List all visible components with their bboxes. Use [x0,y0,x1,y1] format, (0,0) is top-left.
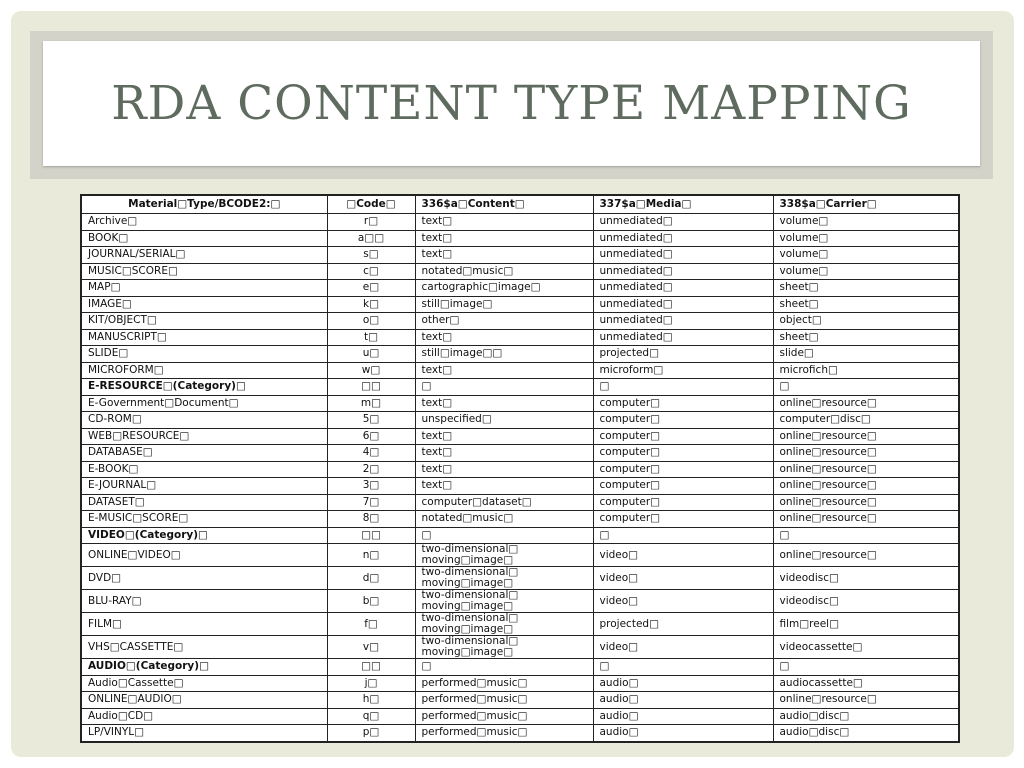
table-row [81,263,959,280]
cell-media: unmediated□ [593,214,773,231]
cell-carrier: online□resource□ [773,461,959,478]
cell-carrier: online□resource□ [773,511,959,528]
cell-carrier: online□resource□ [773,544,959,567]
cell-media: computer□ [593,395,773,412]
cell-content: text□ [415,478,593,495]
cell-material-type: MAP□ [81,280,327,297]
cell-media: microform□ [593,362,773,379]
cell-media: computer□ [593,428,773,445]
cell-carrier: audiocassette□ [773,675,959,692]
cell-carrier: videocassette□ [773,636,959,659]
cell-carrier: online□resource□ [773,478,959,495]
cell-material-type: E-BOOK□ [81,461,327,478]
cell-material-type: ONLINE□VIDEO□ [81,544,327,567]
cell-material-type: FILM□ [81,613,327,636]
cell-material-type: Audio□Cassette□ [81,675,327,692]
cell-code: n□ [327,544,415,567]
cell-carrier: object□ [773,313,959,330]
cell-content: text□ [415,230,593,247]
header-code: □Code□ [327,195,415,214]
cell-carrier: videodisc□ [773,567,959,590]
cell-material-type: E-RESOURCE□(Category)□ [81,379,327,396]
cell-code: □□ [327,527,415,544]
cell-carrier: online□resource□ [773,692,959,709]
cell-material-type: KIT/OBJECT□ [81,313,327,330]
cell-media: video□ [593,544,773,567]
cell-carrier: online□resource□ [773,494,959,511]
cell-content: performed□music□ [415,675,593,692]
cell-carrier: film□reel□ [773,613,959,636]
cell-media: □ [593,527,773,544]
cell-content: other□ [415,313,593,330]
cell-media: video□ [593,567,773,590]
cell-material-type: VHS□CASSETTE□ [81,636,327,659]
cell-code: r□ [327,214,415,231]
table-row [81,362,959,379]
cell-material-type: E-MUSIC□SCORE□ [81,511,327,528]
cell-content: text□ [415,329,593,346]
cell-material-type: DVD□ [81,567,327,590]
table-row [81,494,959,511]
cell-media: computer□ [593,511,773,528]
table-row [81,428,959,445]
cell-content: notated□music□ [415,263,593,280]
cell-content: two-dimensional□ moving□image□ [415,636,593,659]
cell-code: e□ [327,280,415,297]
cell-material-type: WEB□RESOURCE□ [81,428,327,445]
mapping-table-container [80,194,958,743]
cell-content: still□image□□ [415,346,593,363]
cell-material-type: SLIDE□ [81,346,327,363]
table-header-row [81,195,959,214]
cell-carrier: online□resource□ [773,445,959,462]
table-row [81,280,959,297]
cell-code: □□ [327,379,415,396]
table-row [81,214,959,231]
table-category-row [81,527,959,544]
cell-material-type: DATASET□ [81,494,327,511]
cell-code: v□ [327,636,415,659]
cell-code: 3□ [327,478,415,495]
cell-media: unmediated□ [593,296,773,313]
cell-material-type: E-Government□Document□ [81,395,327,412]
cell-media: audio□ [593,708,773,725]
table-row [81,692,959,709]
header-content: 336$a□Content□ [415,195,593,214]
cell-carrier: □ [773,659,959,676]
cell-material-type: E-JOURNAL□ [81,478,327,495]
cell-media: video□ [593,590,773,613]
table-category-row [81,379,959,396]
cell-content: text□ [415,214,593,231]
cell-code: h□ [327,692,415,709]
cell-media: unmediated□ [593,247,773,264]
cell-media: computer□ [593,478,773,495]
table-row [81,395,959,412]
cell-code: 2□ [327,461,415,478]
cell-content: performed□music□ [415,708,593,725]
cell-material-type: DATABASE□ [81,445,327,462]
cell-media: unmediated□ [593,263,773,280]
cell-material-type: BOOK□ [81,230,327,247]
cell-carrier: volume□ [773,230,959,247]
header-media: 337$a□Media□ [593,195,773,214]
cell-content: □ [415,659,593,676]
cell-content: □ [415,527,593,544]
cell-media: audio□ [593,675,773,692]
cell-material-type: ONLINE□AUDIO□ [81,692,327,709]
table-row [81,313,959,330]
table-row [81,544,959,567]
cell-material-type: VIDEO□(Category)□ [81,527,327,544]
table-row [81,346,959,363]
cell-carrier: audio□disc□ [773,708,959,725]
cell-code: s□ [327,247,415,264]
cell-media: computer□ [593,412,773,429]
cell-media: unmediated□ [593,313,773,330]
cell-material-type: Archive□ [81,214,327,231]
cell-material-type: MUSIC□SCORE□ [81,263,327,280]
cell-code: a□□ [327,230,415,247]
table-row [81,511,959,528]
table-row [81,478,959,495]
header-material-type: Material□Type/BCODE2:□ [81,195,327,214]
cell-code: m□ [327,395,415,412]
cell-carrier: sheet□ [773,280,959,297]
cell-content: text□ [415,362,593,379]
cell-content: unspecified□ [415,412,593,429]
cell-media: video□ [593,636,773,659]
cell-material-type: Audio□CD□ [81,708,327,725]
table-category-row [81,659,959,676]
table-row [81,675,959,692]
table-row [81,590,959,613]
table-row [81,636,959,659]
header-carrier: 338$a□Carrier□ [773,195,959,214]
cell-carrier: computer□disc□ [773,412,959,429]
cell-carrier: online□resource□ [773,428,959,445]
cell-code: j□ [327,675,415,692]
cell-content: two-dimensional□ moving□image□ [415,544,593,567]
cell-code: c□ [327,263,415,280]
cell-content: cartographic□image□ [415,280,593,297]
cell-carrier: sheet□ [773,296,959,313]
cell-content: □ [415,379,593,396]
cell-media: unmediated□ [593,230,773,247]
cell-content: two-dimensional□ moving□image□ [415,590,593,613]
cell-media: unmediated□ [593,280,773,297]
cell-material-type: MICROFORM□ [81,362,327,379]
cell-carrier: audio□disc□ [773,725,959,742]
cell-carrier: slide□ [773,346,959,363]
cell-media: audio□ [593,725,773,742]
cell-content: text□ [415,395,593,412]
cell-carrier: online□resource□ [773,395,959,412]
cell-code: p□ [327,725,415,742]
cell-content: two-dimensional□ moving□image□ [415,613,593,636]
table-row [81,708,959,725]
cell-code: k□ [327,296,415,313]
cell-content: computer□dataset□ [415,494,593,511]
cell-content: two-dimensional□ moving□image□ [415,567,593,590]
cell-media: projected□ [593,613,773,636]
cell-material-type: MANUSCRIPT□ [81,329,327,346]
table-row [81,412,959,429]
title-box [43,41,980,166]
cell-code: w□ [327,362,415,379]
table-row [81,725,959,742]
table-row [81,329,959,346]
cell-code: 8□ [327,511,415,528]
table-row [81,461,959,478]
cell-code: 6□ [327,428,415,445]
cell-content: text□ [415,247,593,264]
table-row [81,296,959,313]
cell-content: text□ [415,461,593,478]
cell-media: computer□ [593,445,773,462]
cell-code: □□ [327,659,415,676]
cell-carrier: volume□ [773,263,959,280]
cell-code: 4□ [327,445,415,462]
cell-content: performed□music□ [415,692,593,709]
cell-code: f□ [327,613,415,636]
cell-carrier: □ [773,379,959,396]
cell-code: d□ [327,567,415,590]
mapping-table [80,194,960,743]
cell-content: notated□music□ [415,511,593,528]
cell-carrier: videodisc□ [773,590,959,613]
cell-code: q□ [327,708,415,725]
slide-title: RDA CONTENT TYPE MAPPING [111,76,912,131]
cell-content: text□ [415,428,593,445]
table-body [81,214,959,742]
cell-code: t□ [327,329,415,346]
cell-material-type: AUDIO□(Category)□ [81,659,327,676]
table-row [81,230,959,247]
cell-media: unmediated□ [593,329,773,346]
cell-media: computer□ [593,461,773,478]
cell-carrier: volume□ [773,247,959,264]
cell-material-type: IMAGE□ [81,296,327,313]
cell-material-type: JOURNAL/SERIAL□ [81,247,327,264]
cell-media: audio□ [593,692,773,709]
cell-code: u□ [327,346,415,363]
cell-media: □ [593,659,773,676]
cell-code: o□ [327,313,415,330]
cell-media: □ [593,379,773,396]
cell-material-type: BLU-RAY□ [81,590,327,613]
cell-material-type: CD-ROM□ [81,412,327,429]
cell-content: performed□music□ [415,725,593,742]
cell-media: projected□ [593,346,773,363]
table-row [81,445,959,462]
cell-carrier: volume□ [773,214,959,231]
cell-code: 7□ [327,494,415,511]
cell-content: text□ [415,445,593,462]
cell-media: computer□ [593,494,773,511]
table-row [81,567,959,590]
cell-code: 5□ [327,412,415,429]
cell-material-type: LP/VINYL□ [81,725,327,742]
table-row [81,613,959,636]
cell-carrier: □ [773,527,959,544]
table-row [81,247,959,264]
cell-content: still□image□ [415,296,593,313]
cell-carrier: sheet□ [773,329,959,346]
cell-code: b□ [327,590,415,613]
cell-carrier: microfich□ [773,362,959,379]
